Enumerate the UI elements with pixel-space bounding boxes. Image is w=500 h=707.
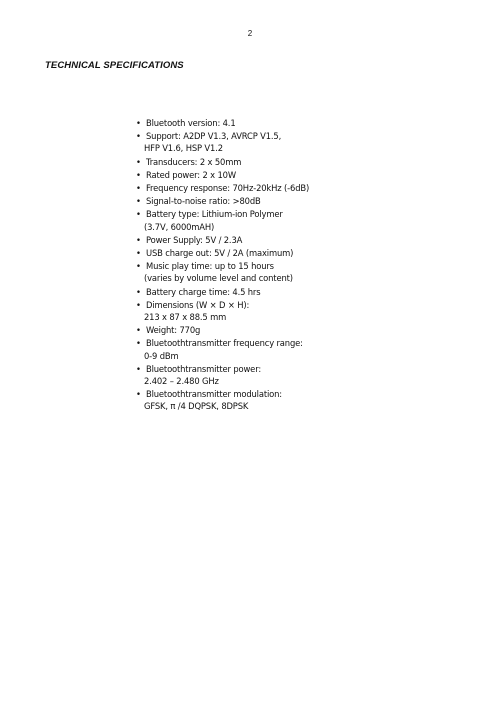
spec-item (134, 234, 374, 246)
spec-text: Rated power: 2 x 10W (146, 169, 236, 180)
spec-text-continuation: (varies by volume level and content) (144, 273, 293, 284)
spec-text: Battery charge time: 4.5 hrs (146, 286, 261, 297)
spec-item (134, 247, 374, 259)
spec-text: Transducers: 2 x 50mm (146, 156, 242, 167)
section-title: TECHNICAL SPECIFICATIONS (45, 60, 184, 71)
bullet-icon: • (136, 131, 141, 142)
spec-item (134, 117, 374, 129)
spec-text-continuation: (3.7V, 6000mAH) (144, 221, 215, 232)
spec-item (134, 169, 374, 181)
bullet-icon: • (136, 169, 141, 180)
spec-text-continuation: 2.402 – 2.480 GHz (144, 376, 219, 387)
spec-text: Signal-to-noise ratio: >80dB (146, 196, 261, 207)
page-number: 2 (247, 29, 253, 38)
spec-text: Bluetoothtransmitter power: (146, 363, 262, 374)
spec-list (134, 117, 374, 414)
spec-item (134, 324, 374, 336)
spec-item (134, 363, 374, 387)
spec-item (134, 156, 374, 168)
bullet-icon: • (136, 209, 141, 220)
bullet-icon: • (136, 183, 141, 194)
spec-item (134, 260, 374, 284)
bullet-icon: • (136, 389, 141, 400)
spec-text: Support: A2DP V1.3, AVRCP V1.5, (146, 131, 282, 142)
bullet-icon: • (136, 118, 141, 128)
bullet-icon: • (136, 261, 141, 272)
spec-item (134, 182, 374, 194)
bullet-icon: • (136, 248, 141, 259)
spec-text: Music play time: up to 15 hours (146, 261, 274, 272)
bullet-icon: • (136, 156, 141, 167)
bullet-icon: • (136, 338, 141, 349)
spec-text: Battery type: Lithium-ion Polymer (146, 209, 283, 220)
spec-item (134, 286, 374, 298)
bullet-icon: • (136, 234, 141, 245)
spec-item (134, 299, 374, 323)
spec-item (134, 337, 374, 361)
spec-text: Bluetooth version: 4.1 (146, 118, 236, 128)
spec-text: Frequency response: 70Hz-20kHz (-6dB) (146, 183, 310, 194)
spec-text-continuation: HFP V1.6, HSP V1.2 (144, 143, 223, 154)
bullet-icon: • (136, 363, 141, 374)
spec-text-continuation: 213 x 87 x 88.5 mm (144, 312, 227, 323)
spec-item (134, 195, 374, 207)
spec-item (134, 208, 374, 232)
spec-text: Bluetoothtransmitter modulation: (146, 389, 282, 400)
spec-text: Dimensions (W × D × H): (146, 299, 250, 310)
bullet-icon: • (136, 286, 141, 297)
spec-text-continuation: 0-9 dBm (144, 350, 179, 361)
spec-text: Power Supply: 5V / 2.3A (146, 234, 243, 245)
spec-text-continuation: GFSK, π /4 DQPSK, 8DPSK (144, 401, 249, 412)
bullet-icon: • (136, 325, 141, 336)
spec-text: Bluetoothtransmitter frequency range: (146, 338, 303, 349)
bullet-icon: • (136, 196, 141, 207)
spec-text: USB charge out: 5V / 2A (maximum) (146, 248, 294, 259)
spec-text: Weight: 770g (146, 325, 201, 336)
bullet-icon: • (136, 299, 141, 310)
spec-item (134, 388, 374, 412)
spec-item (134, 130, 374, 154)
